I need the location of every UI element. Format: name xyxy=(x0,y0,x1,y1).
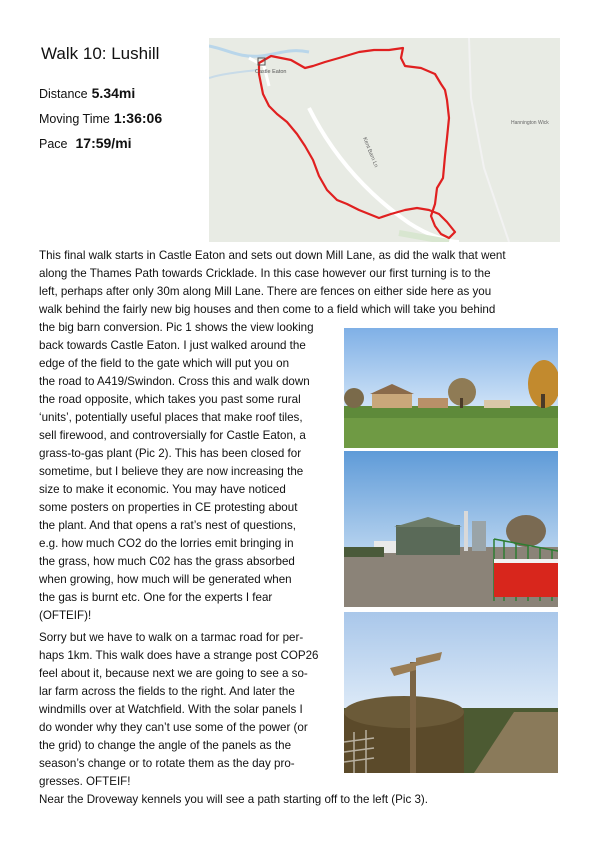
body-line: the road opposite, which takes you past some rural xyxy=(39,393,301,406)
body-line: (OFTEIF)! xyxy=(39,609,92,622)
body-line: sometime, but I believe they are now increasing the xyxy=(39,465,304,478)
body-line: edge of the field to the gate which will put you on xyxy=(39,357,290,370)
page-title: Walk 10: Lushill xyxy=(41,44,160,63)
moving-time-stat xyxy=(39,110,162,126)
moving-time-label: Moving Time xyxy=(39,112,110,126)
body-line: e.g. how much CO2 do the lorries emit bringing in xyxy=(39,537,294,550)
route-map-graphic xyxy=(209,38,560,242)
body-line: the gas is burnt etc. One for the experts I fear xyxy=(39,591,273,604)
photo-pic2 xyxy=(344,451,558,607)
body-line: Near the Droveway kennels you will see a path starting off to the left (Pic 3). xyxy=(39,793,429,806)
moving-time-value: 1:36:06 xyxy=(113,110,163,126)
body-line: do wonder why they can’t use some of the power (or xyxy=(39,721,308,734)
body-line: the plant. And that opens a rat’s nest of questions, xyxy=(39,519,296,532)
photo-pic3 xyxy=(344,612,558,773)
body-line: Sorry but we have to walk on a tarmac road for per- xyxy=(39,631,304,644)
body-line: the grass, how much C02 has the grass absorbed xyxy=(39,555,295,568)
body-line: windmills over at Watchfield. With the solar panels I xyxy=(39,703,303,716)
body-line: sell firewood, and controversially for Castle Eaton, a xyxy=(39,429,306,442)
body-line: walk behind the fairly new big houses and then come to a field which will take you behind xyxy=(39,303,496,316)
body-line: lar farm across the fields to the right. And later the xyxy=(39,685,295,698)
body-line: back towards Castle Eaton. I just walked around the xyxy=(39,339,306,352)
body-line: left, perhaps after only 30m along Mill Lane. There are fences on either side here as you xyxy=(39,285,492,298)
distance-label: Distance xyxy=(39,87,88,101)
body-line: gresses. OFTEIF! xyxy=(39,775,131,788)
body-line: size to make it economic. You may have noticed xyxy=(39,483,286,496)
body-line: some posters on properties in CE protesting about xyxy=(39,501,298,514)
distance-stat xyxy=(39,85,135,101)
pace-value: 17:59/mi xyxy=(75,135,132,151)
pace-stat xyxy=(39,135,132,151)
distance-value: 5.34mi xyxy=(91,85,136,101)
body-line: This final walk starts in Castle Eaton and sets out down Mill Lane, as did the walk that went xyxy=(39,249,506,262)
pace-label: Pace xyxy=(39,137,68,151)
body-line: feel about it, because next we are going to see a so- xyxy=(39,667,308,680)
map-label-road: Kent Barn Ln xyxy=(361,136,379,169)
body-line: when growing, how much will be generated when xyxy=(39,573,292,586)
body-line: haps 1km. This walk does have a strange post COP26 xyxy=(39,649,319,662)
photo-pic1 xyxy=(344,328,558,448)
map-label-hannington-wick: Hannington Wick xyxy=(511,120,549,126)
body-line: along the Thames Path towards Cricklade. In this case however our first turning is to the xyxy=(39,267,491,280)
body-line: the road to A419/Swindon. Cross this and walk down xyxy=(39,375,310,388)
body-line: ‘units’, potentially useful places that make roof tiles, xyxy=(39,411,303,424)
map-label-castle-eaton: Castle Eaton xyxy=(255,69,287,75)
body-line: grass-to-gas plant (Pic 2). This has been closed for xyxy=(39,447,302,460)
body-line: season’s change or to rotate them as the day pro- xyxy=(39,757,295,770)
body-line: the grid) to change the angle of the panels as the xyxy=(39,739,292,752)
body-line: the big barn conversion. Pic 1 shows the view looking xyxy=(39,321,314,334)
route-map xyxy=(209,38,560,242)
